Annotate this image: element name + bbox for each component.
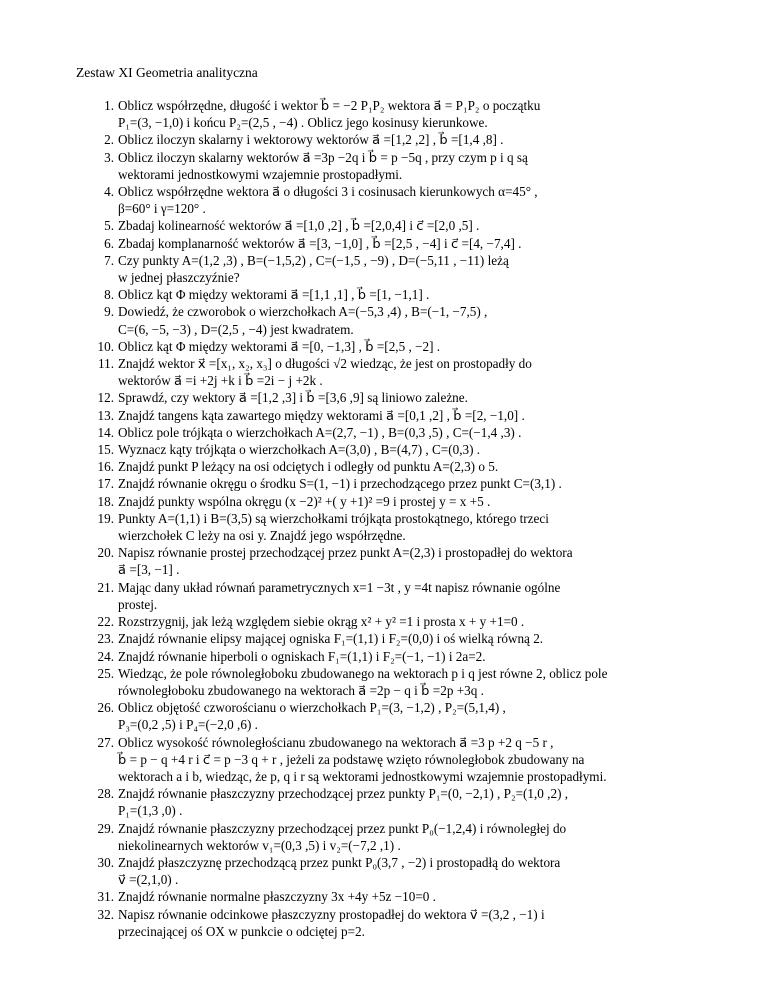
task-number: 18. [97,493,114,509]
task-text: Oblicz współrzędne, długość i wektor b⃗ = −2 P₁P₂ wektora a⃗ = P₁P₂ o początku P₁=(3, −1,0) i końcu P₂=(2,5 , −4) . Oblicz jego kosinusy kierunkowe. [118,98,541,131]
task-text: Sprawdź, czy wektory a⃗ =[1,2 ,3] i b⃗ =[3,6 ,9] są liniowo zależne. [118,390,468,406]
task-number: 13. [97,407,114,423]
task-item [76,475,728,492]
task-number: 22. [97,614,114,630]
task-item [76,286,728,303]
task-number: 31. [97,889,114,905]
task-text: Znajdź wektor x⃗ =[x₁, x₂, x₃] o długości √2 wiedząc, że jest on prostopadły do wektorów a⃗ =i +2j +k i b⃗ =2i − j +2k . [118,356,532,389]
task-text: Wiedząc, że pole równoległoboku zbudowanego na wektorach p i q jest równe 2, oblicz pole równoległoboku zbudowanego na wektorach a⃗ =2p − q i b⃗ =2p +3q . [118,665,608,698]
task-number: 14. [97,424,114,440]
task-item [76,820,728,854]
task-number: 11. [98,356,114,372]
task-item [76,252,728,286]
task-text: Znajdź równanie hiperboli o ogniskach F₁=(1,1) i F₂=(−1, −1) i 2a=2. [118,648,486,664]
task-number: 26. [97,700,114,716]
task-item [76,699,728,733]
task-number: 16. [97,459,114,475]
task-number: 32. [97,906,114,922]
task-text: Wyznacz kąty trójkąta o wierzchołkach A=(3,0) , B=(4,7) , C=(0,3) . [118,442,481,458]
task-number: 6. [104,235,114,251]
task-item [76,613,728,630]
task-number: 5. [104,218,114,234]
task-text: Znajdź równanie płaszczyzny przechodzącej przez punkt P₀(−1,2,4) i równoległej do niekolinearnych wektorów v₁=(0,3 ,5) i v₂=(−7,2 ,1) . [118,820,567,853]
task-item [76,648,728,665]
task-text: Znajdź równanie okręgu o środku S=(1, −1) i przechodzącego przez punkt C=(3,1) . [118,476,562,492]
task-text: Napisz równanie prostej przechodzącej przez punkt A=(2,3) i prostopadłej do wektora a⃗ =[3, −1] . [118,545,573,578]
task-item [76,303,728,337]
task-text: Punkty A=(1,1) i B=(3,5) są wierzchołkami trójkąta prostokątnego, którego trzeci wierzchołek C leży na osi y. Znajdź jego współrzędne. [118,510,549,544]
task-number: 30. [97,854,114,870]
task-number: 8. [104,287,114,303]
task-item [76,854,728,888]
task-item [76,906,728,940]
task-number: 28. [97,786,114,802]
task-number: 12. [97,390,114,406]
task-text: Oblicz współrzędne wektora a⃗ o długości 3 i cosinusach kierunkowych α=45° , β=60° i γ=120° . [118,184,538,217]
task-number: 24. [97,648,114,664]
task-item [76,544,728,578]
task-number: 20. [97,545,114,561]
task-number: 27. [97,734,114,750]
task-number: 25. [97,665,114,681]
task-number: 3. [104,149,114,165]
task-item [76,888,728,905]
task-item [76,338,728,355]
task-number: 2. [104,132,114,148]
task-text: Oblicz iloczyn skalarny i wektorowy wektorów a⃗ =[1,2 ,2] , b⃗ =[1,4 ,8] . [118,132,504,148]
task-number: 9. [104,304,114,320]
task-text: Oblicz iloczyn skalarny wektorów a⃗ =3p −2q i b⃗ = p −5q , przy czym p i q są wektorami jednostkowymi wzajemnie prostopadłymi. [118,149,528,182]
task-number: 15. [97,442,114,458]
task-number: 21. [97,579,114,595]
task-item [76,665,728,699]
task-item [76,355,728,389]
task-text: Znajdź punkt P leżący na osi odciętych i odległy od punktu A=(2,3) o 5. [118,459,499,475]
task-item [76,97,728,131]
task-text: Znajdź równanie płaszczyzny przechodzącej przez punkty P₁=(0, −2,1) , P₂=(1,0 ,2) , P₁=(1,3 ,0) . [118,786,569,819]
task-item [76,630,728,647]
task-item [76,389,728,406]
task-number: 29. [97,820,114,836]
task-item [76,734,728,786]
task-text: Mając dany układ równań parametrycznych x=1 −3t , y =4t napisz równanie ogólne prostej. [118,579,561,612]
task-text: Znajdź tangens kąta zawartego między wektorami a⃗ =[0,1 ,2] , b⃗ =[2, −1,0] . [118,407,525,423]
task-number: 17. [97,476,114,492]
task-text: Oblicz wysokość równoległościanu zbudowanego na wektorach a⃗ =3 p +2 q −5 r , b⃗ = p − q +4 r i c⃗ = p −3 q + r , jeżeli za podstawę wzięto równoległobok zbudowany na wektorach a i b, wiedząc, że p, q i r są wektorami jednostkowymi wzajemnie prostopadłymi. [118,734,607,784]
task-number: 19. [97,510,114,526]
task-number: 10. [97,338,114,354]
task-text: Dowiedź, że czworobok o wierzchołkach A=(−5,3 ,4) , B=(−1, −7,5) , C=(6, −5, −3) , D=(2,5 , −4) jest kwadratem. [118,304,488,337]
task-text: Znajdź równanie elipsy mającej ogniska F₁=(1,1) i F₂=(0,0) i oś wielką równą 2. [118,631,544,647]
task-item [76,407,728,424]
task-text: Znajdź punkty wspólna okręgu (x −2)² +( y +1)² =9 i prostej y = x +5 . [118,493,491,509]
task-number: 1. [104,98,114,113]
task-list [76,97,728,940]
task-text: Oblicz pole trójkąta o wierzchołkach A=(2,7, −1) , B=(0,3 ,5) , C=(−1,4 ,3) . [118,424,522,440]
task-text: Czy punkty A=(1,2 ,3) , B=(−1,5,2) , C=(−1,5 , −9) , D=(−5,11 , −11) leżą w jednej płaszczyźnie? [118,252,509,286]
task-item [76,493,728,510]
task-text: Zbadaj komplanarność wektorów a⃗ =[3, −1,0] , b⃗ =[2,5 , −4] i c⃗ =[4, −7,4] . [118,235,522,251]
task-text: Oblicz kąt Φ między wektorami a⃗ =[0, −1,3] , b⃗ =[2,5 , −2] . [118,338,441,354]
task-item [76,424,728,441]
task-item [76,149,728,183]
task-text: Rozstrzygnij, jak leżą względem siebie okrąg x² + y² =1 i prosta x + y +1=0 . [118,614,525,630]
task-item [76,510,728,544]
task-text: Znajdź równanie normalne płaszczyzny 3x +4y +5z −10=0 . [118,889,436,905]
task-item [76,441,728,458]
task-item [76,785,728,819]
task-text: Znajdź płaszczyznę przechodzącą przez punkt P₀(3,7 , −2) i prostopadłą do wektora v⃗ =(2,1,0) . [118,854,561,888]
task-item [76,458,728,475]
task-text: Zbadaj kolinearność wektorów a⃗ =[1,0 ,2] , b⃗ =[2,0,4] i c⃗ =[2,0 ,5] . [118,218,480,234]
task-text: Napisz równanie odcinkowe płaszczyzny prostopadłej do wektora v⃗ =(3,2 , −1) i przecinającej oś OX w punkcie o odciętej p=2. [118,906,545,939]
task-item [76,131,728,148]
task-item [76,217,728,234]
task-number: 23. [97,631,114,647]
task-number: 4. [104,184,114,200]
task-item [76,183,728,217]
task-text: Oblicz objętość czworościanu o wierzchołkach P₁=(3, −1,2) , P₂=(5,1,4) , P₃=(0,2 ,5) i P₄=(−2,0 ,6) . [118,700,506,733]
document-title: Zestaw XI Geometria analityczna [76,65,258,80]
task-text: Oblicz kąt Φ między wektorami a⃗ =[1,1 ,1] , b⃗ =[1, −1,1] . [118,287,430,303]
task-number: 7. [104,252,114,268]
task-item [76,579,728,613]
task-item [76,235,728,252]
